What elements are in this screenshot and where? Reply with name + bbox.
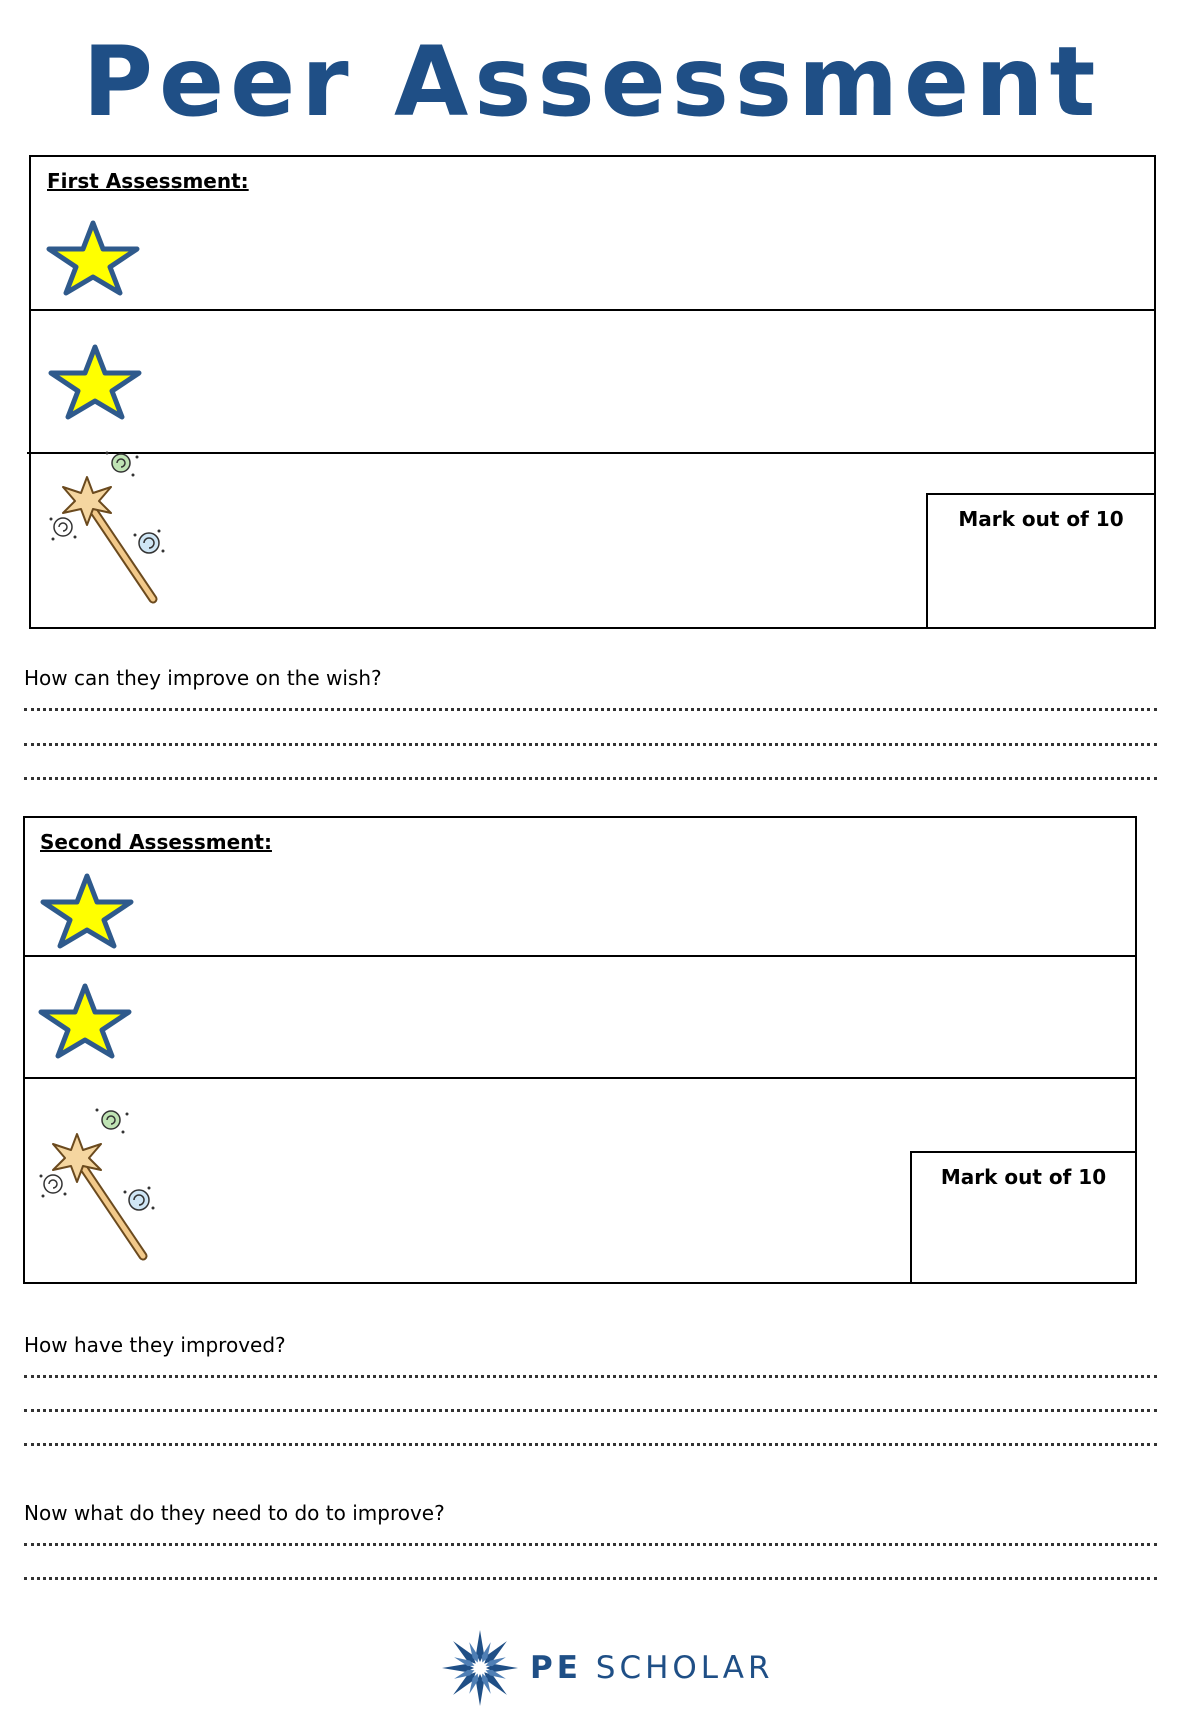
improved-question: How have they improved? [24,1333,286,1357]
first-mark-box[interactable] [926,493,1156,629]
pe-scholar-logo [440,1628,774,1708]
magic-wand-icon [49,447,169,607]
answer-line[interactable] [24,1375,1157,1378]
brand-text [530,1648,774,1688]
first-row-divider-1 [31,309,1154,311]
answer-line[interactable] [24,1543,1157,1546]
answer-line[interactable] [24,743,1157,746]
second-mark-label: Mark out of 10 [940,1165,1107,1189]
second-row-divider-2 [25,1077,1135,1079]
answer-line[interactable] [24,1577,1157,1580]
star-icon [45,219,141,297]
second-assessment-panel [23,816,1137,1284]
answer-line[interactable] [24,1443,1157,1446]
star-icon [47,343,143,421]
brand-pe: PE [530,1650,582,1686]
answer-line[interactable] [24,708,1157,711]
star-icon [37,982,133,1060]
first-improve-question: How can they improve on the wish? [24,666,382,690]
brand-scholar: SCHOLAR [595,1650,774,1686]
second-assessment-heading: Second Assessment: [40,830,272,854]
first-assessment-heading: First Assessment: [47,169,249,193]
second-mark-box[interactable] [910,1151,1137,1284]
star-icon [39,872,135,950]
next-improve-question: Now what do they need to do to improve? [24,1501,445,1525]
page-title: Peer Assessment [82,26,1102,138]
snowflake-logo-icon [440,1628,520,1708]
answer-line[interactable] [24,1409,1157,1412]
answer-line[interactable] [24,777,1157,780]
first-assessment-panel [29,155,1156,629]
first-mark-label: Mark out of 10 [958,507,1124,531]
second-row-divider-1 [25,955,1135,957]
magic-wand-icon [39,1104,159,1264]
first-row-divider-2 [27,452,1154,454]
